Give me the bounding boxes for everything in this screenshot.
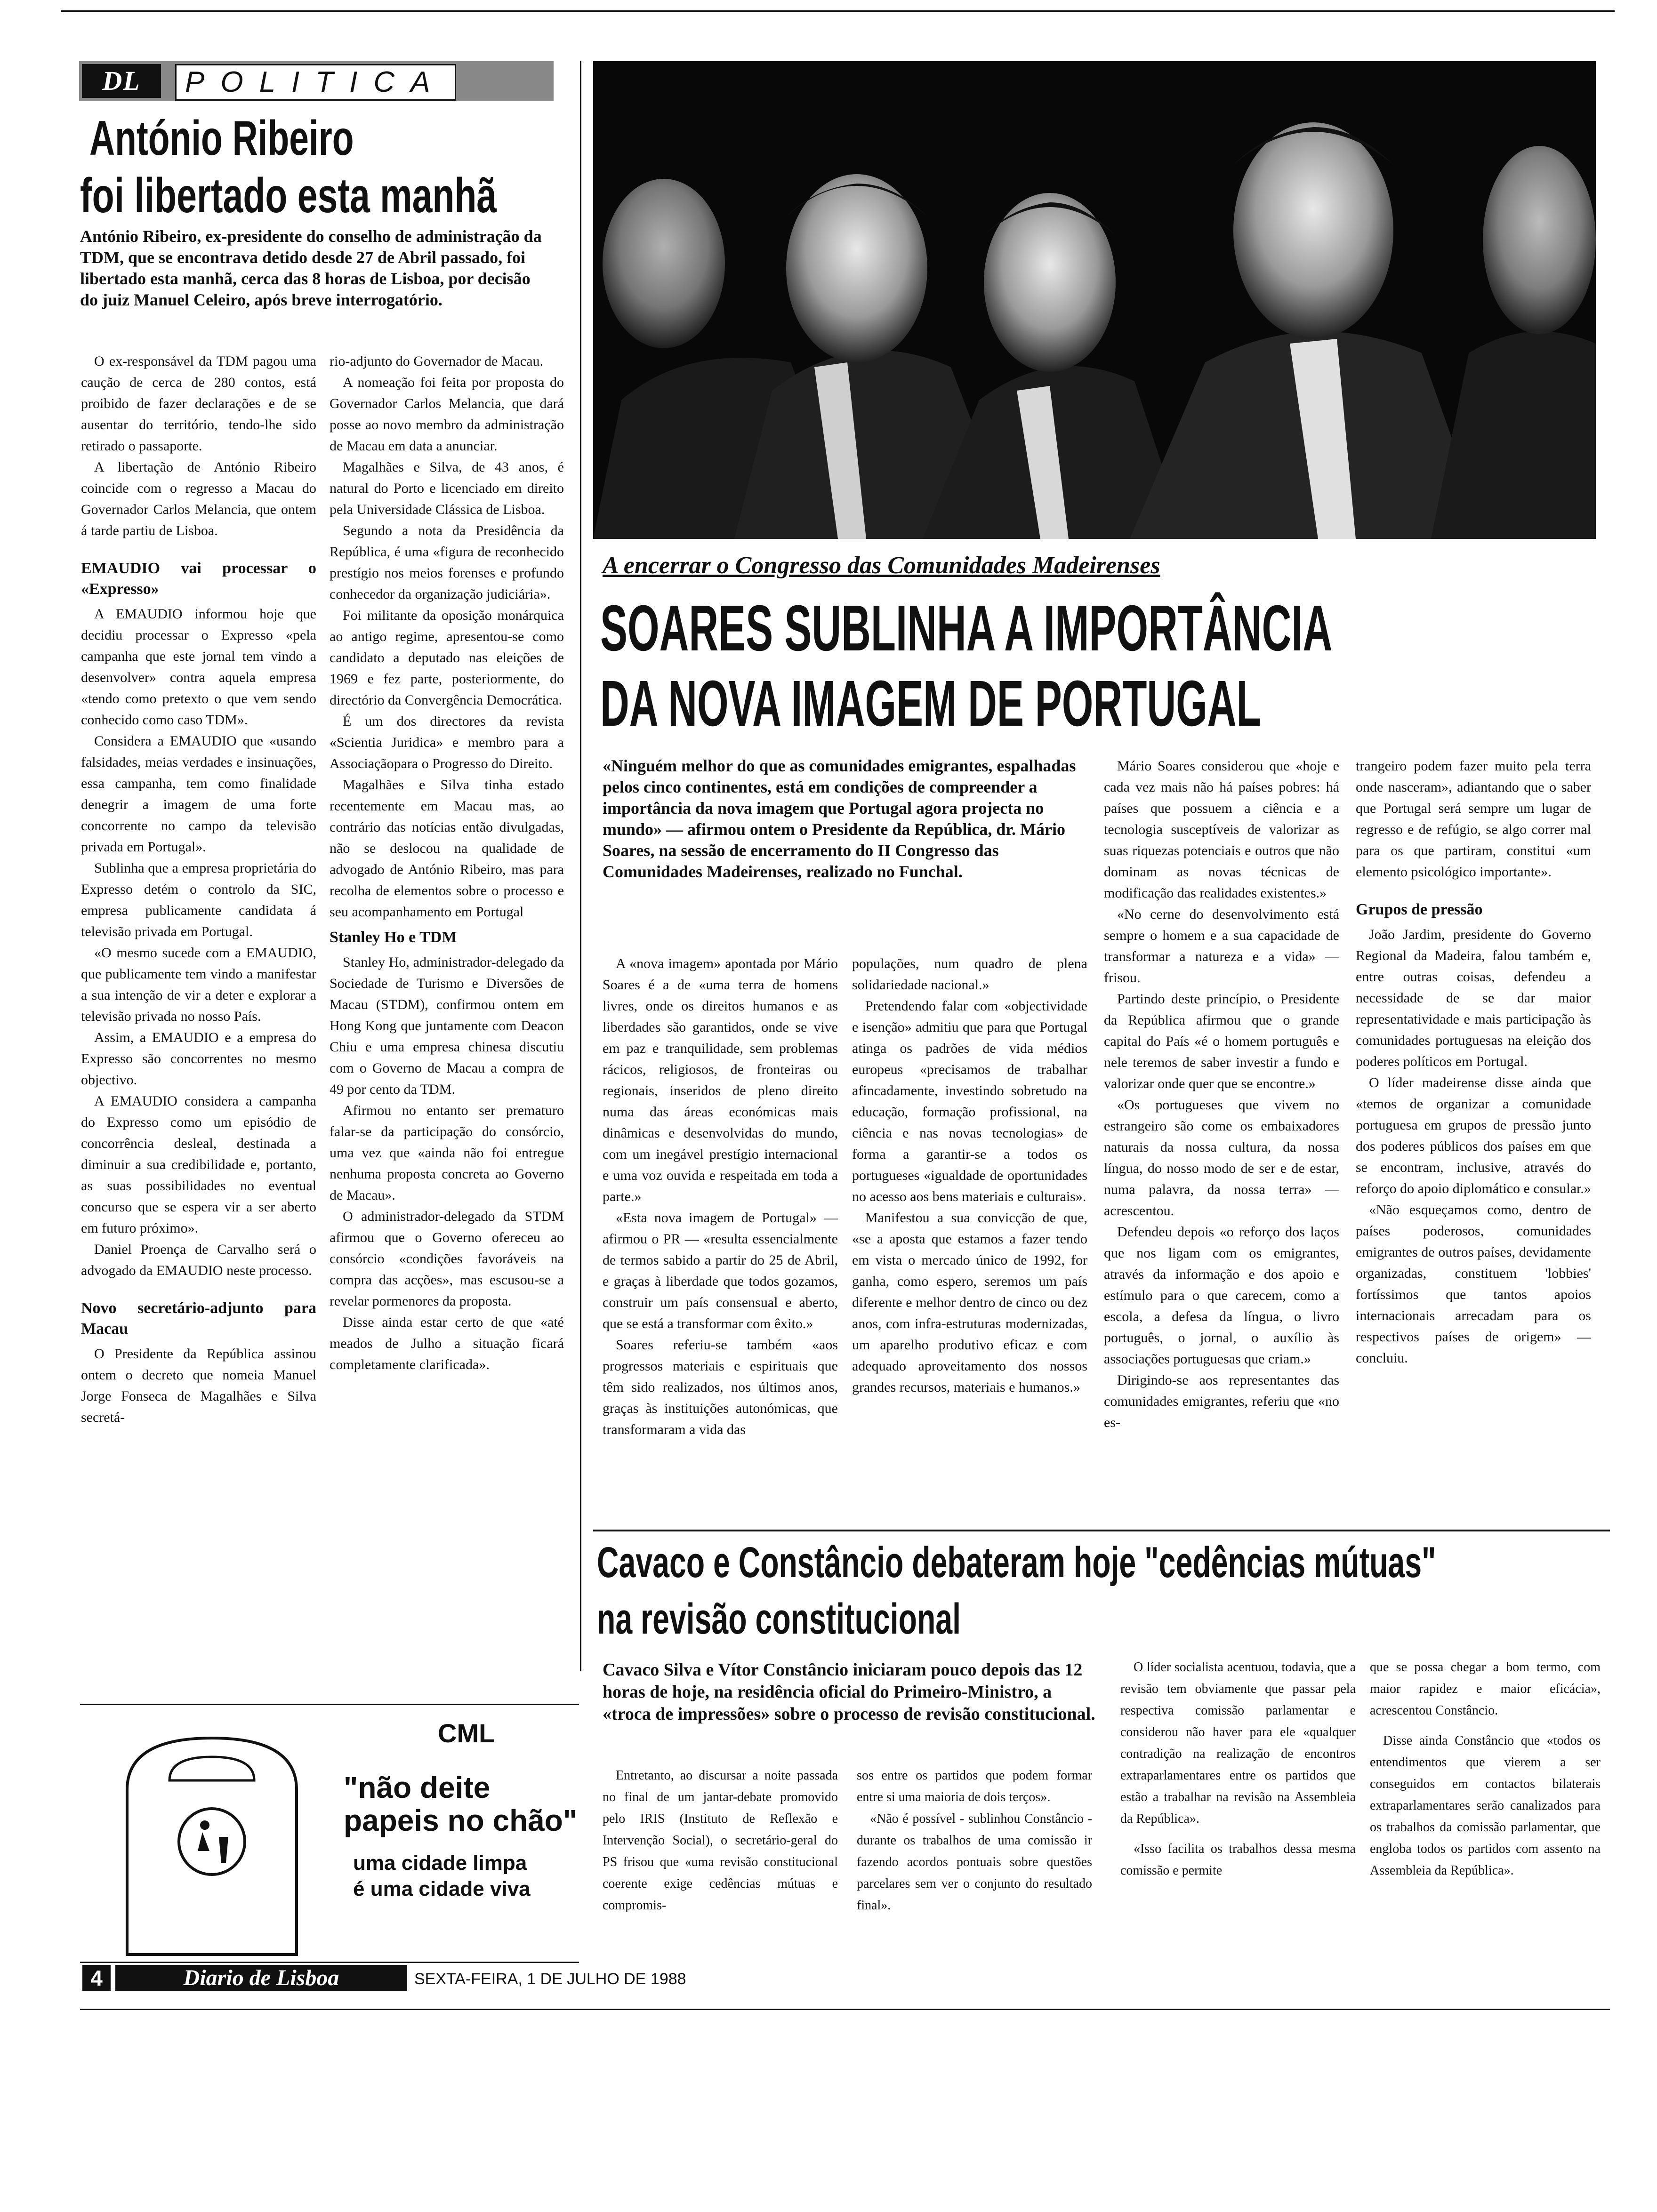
ribeiro-headline-line1: António Ribeiro: [89, 111, 354, 166]
soares-headline-line1: SOARES SUBLINHA A IMPORTÂNCIA: [600, 592, 1333, 665]
paragraph: «Os portugueses que vivem no estrangeiro são come os embaixadores naturais da nossa cultura, da nossa língua, do nosso modo de ser e de estar, numa palavra, da nossa terra» — acrescentou.: [1104, 1097, 1339, 1218]
photo-figures: [593, 61, 1596, 539]
cml-tagline-line1: uma cidade limpa: [353, 1851, 527, 1875]
paragraph: «Não é possível - sublinhou Constâncio - durante os trabalhos de uma comissão ir fazendo acordos pontuais sobre questões parcelares sem ver o conjunto do resultado final».: [857, 1811, 1092, 1913]
soares-lead: «Ninguém melhor do que as comunidades emigrantes, espalhadas pelos cinco continentes, está em condições de compreender a importância da nova imagem que Portugal agora projecta no mundo» — afirmou ontem o Presidente da República, dr. Mário Soares, na sessão de encerramento do II Congresso das Comunidades Madeirenses, realizado no Funchal.: [603, 756, 1076, 881]
paragraph: Dirigindo-se aos representantes das comunidades emigrantes, referiu que «no es-: [1104, 1372, 1339, 1430]
paragraph: A libertação de António Ribeiro coincide com o regresso a Macau do Governador Carlos Melancia, que ontem á tarde partiu de Lisboa.: [81, 459, 316, 538]
cavaco-column-c: [1120, 1657, 1356, 1882]
cavaco-headline-line2: na revisão constitucional: [597, 1595, 961, 1643]
paragraph: «O mesmo sucede com a EMAUDIO, que publicamente tem vindo a manifestar a sua intenção de vir a deter e explorar a televisão privada no nosso País.: [81, 945, 316, 1024]
paragraph: O ex-responsável da TDM pagou uma caução de cerca de 280 contos, está proibido de fazer declarações e de se ausentar do território, tendo-lhe sido retirado o passaporte.: [81, 353, 316, 454]
paragraph: Sublinha que a empresa proprietária do Expresso detém o controlo da SIC, empresa publicamente candidata á televisão privada em Portugal.: [81, 860, 316, 939]
ribeiro-column-1: [81, 351, 316, 1428]
cml-advertisement: [80, 1704, 579, 1963]
paragraph: Disse ainda Constâncio que «todos os entendimentos que vierem a ser conseguidos em contactos bilaterais extraparlamentares serão canalizados para os trabalhos da comissão parlamentar, que engloba todos os partidos com assento na Assembleia da República».: [1370, 1733, 1601, 1878]
paragraph: rio-adjunto do Governador de Macau.: [330, 353, 544, 369]
paragraph: Assim, a EMAUDIO e a empresa do Expresso são concorrentes no mesmo objectivo.: [81, 1030, 316, 1088]
paragraph: «No cerne do desenvolvimento está sempre o homem e a sua capacidade de transformar a natureza e a vida» — frisou.: [1104, 906, 1339, 986]
column-divider: [580, 61, 581, 1671]
paragraph: O líder socialista acentuou, todavia, que a revisão tem obviamente que passar pela respectiva comissão parlamentar e considerou não haver para ele «qualquer contradição na realização de encontros extraparlamentares entre os partidos que estão a trabalhar na revisão na Assembleia da República».: [1120, 1660, 1356, 1826]
paragraph: O líder madeirense disse ainda que «temos de organizar a comunidade portuguesa em grupos de pressão junto dos poderes públicos dos países em que se encontram, inclusive, através do reforço do apoio diplomático e consular.»: [1356, 1075, 1591, 1196]
soares-kicker: A encerrar o Congresso das Comunidades Madeirenses: [603, 552, 1160, 579]
paragraph: Entretanto, ao discursar a noite passada no final de um jantar-debate promovido pelo IRIS (Instituto de Reflexão e Intervenção Social), o secretário-geral do PS frisou que «uma revisão constitucional coerente exige cedências mútuas e compromis-: [603, 1768, 838, 1913]
paragraph: trangeiro podem fazer muito pela terra onde nasceram», adiantando que o saber que Portugal será sempre um lugar de regresso e de refúgio, se algo correr mal para os que partiram, constitui «um elemento psicológico importante».: [1356, 758, 1591, 880]
section-rule: [593, 1530, 1610, 1531]
cavaco-column-b: [857, 1765, 1092, 1916]
cml-slogan-line1: "não deite: [344, 1771, 491, 1804]
paragraph: Foi militante da oposição monárquica ao antigo regime, apresentou-se como candidato a deputado nas eleições de 1969 e fez parte, posteriormente, do directório da Convergência Democrática.: [330, 608, 564, 708]
paragraph: Magalhães e Silva tinha estado recentemente em Macau mas, ao contrário das notícias então divulgadas, não se deslocou na qualidade de advogado de António Ribeiro, mas para recolha de elementos sobre o processo e seu acompanhamento em Portugal: [330, 777, 564, 920]
paragraph: Manifestou a sua convicção de que, «se a aposta que estamos a fazer tendo em vista o mercado único de 1992, for ganha, como espero, seremos um país diferente e melhor dentro de cinco ou dez anos, com infra-estruturas modernizadas, um aparelho produtivo eficaz e com adequado aproveitamento dos nossos grandes recursos, materiais e humanos.»: [852, 1210, 1087, 1395]
soares-column-b: [852, 953, 1087, 1398]
paragraph: Magalhães e Silva, de 43 anos, é natural do Porto e licenciado em direito pela Universidade Clássica de Lisboa.: [330, 459, 564, 517]
cml-tagline-line2: é uma cidade viva: [353, 1877, 531, 1900]
paragraph: «Esta nova imagem de Portugal» — afirmou o PR — «resulta essencialmente de termos sabido a partir do 25 de Abril, e graças à liberdade que todos gozamos, construir um país consensual e aberto, que se está a transformar com êxito.»: [603, 1210, 838, 1331]
paragraph: A nomeação foi feita por proposta do Governador Carlos Melancia, que dará posse ao novo membro da administração de Macau em data a anunciar.: [330, 375, 564, 454]
subhead-emaudio: EMAUDIO vai processar o «Expresso»: [81, 560, 316, 598]
congress-photo: [593, 61, 1596, 539]
paragraph: «Não esqueçamos como, dentro de países poderosos, comunidades emigrantes de outros países, devidamente organizadas, constituem 'lobbies' fortíssimos que tantos apoios internacionais arrecadam para os respectivos países de origem» — concluiu.: [1356, 1202, 1591, 1366]
paragraph: João Jardim, presidente do Governo Regional da Madeira, falou também e, entre outras coisas, defendeu a necessidade de se dar maior representatividade e mais participação às comunidades portuguesas na eleição dos poderes políticos em Portugal.: [1356, 927, 1591, 1069]
paragraph: Segundo a nota da Presidência da República, é uma «figura de reconhecido prestígio nos meios forenses e profundo conhecedor da organização judiciária».: [330, 523, 564, 602]
footer-page-number: 4: [82, 1965, 111, 1991]
soares-column-a: [603, 953, 838, 1440]
paragraph: Pretendendo falar com «objectividade e isenção» admitiu que para que Portugal atinga os padrões de vida médios europeus «precisamos de trabalhar afincadamente, investindo sobretudo na educação, formação profissional, na ciência e nas novas tecnologias» de forma a garantir-se a todos os portugueses «igualdade de oportunidades no acesso aos bens materiais e culturais».: [852, 998, 1087, 1204]
section-logo: DL: [82, 64, 161, 98]
paragraph: É um dos directores da revista «Scientia Juridica» e membro para a Associaçãopara o Progresso do Direito.: [330, 713, 564, 771]
soares-column-c: [1104, 755, 1339, 1433]
paragraph: Defendeu depois «o reforço dos laços que nos ligam com os emigrantes, através da informação e dos apoio e estímulo para o que carecem, como a escola, a defesa da língua, o livro português, o jornal, o auxílio às associações portuguesas que criam.»: [1104, 1224, 1339, 1367]
soares-headline-line2: DA NOVA IMAGEM DE PORTUGAL: [600, 667, 1261, 740]
litter-bin-icon: [113, 1733, 311, 1959]
cavaco-headline-line1: Cavaco e Constâncio debateram hoje "cedências mútuas": [597, 1539, 1436, 1587]
footer-paper-name: Diario de Lisboa: [115, 1965, 407, 1991]
subhead-secretario: Novo secretário-adjunto para Macau: [81, 1299, 316, 1338]
paragraph: O Presidente da República assinou ontem o decreto que nomeia Manuel Jorge Fonseca de Magalhães e Silva secretá-: [81, 1346, 316, 1425]
paragraph: Disse ainda estar certo de que «até meados de Julho a situação ficará completamente clarificada».: [330, 1314, 564, 1372]
ribeiro-lead: António Ribeiro, ex-presidente do conselho de administração da TDM, que se encontrava detido desde 27 de Abril passado, foi libertado esta manhã, cerca das 8 horas de Lisboa, por decisão do juiz Manuel Celeiro, após breve interrogatório.: [80, 227, 542, 309]
paragraph: Soares referiu-se também «aos progressos materiais e espirituais que têm sido realizados, nos últimos anos, graças às instituições autonómicas, que transformaram a vida das: [603, 1337, 838, 1437]
paragraph: Mário Soares considerou que «hoje e cada vez mais não há países pobres: há países que possuem a ciência e a tecnologia susceptíveis de valorizar as suas riquezas potenciais e outros que não dominam as novas técnicas de modificação das realidades existentes.»: [1104, 758, 1339, 901]
paragraph: A EMAUDIO informou hoje que decidiu processar o Expresso «pela campanha que este jornal tem vindo a desenvolver» contra aquela empresa «tendo como pretexto o que vem sendo conhecido como caso TDM».: [81, 606, 316, 728]
paragraph: Daniel Proença de Carvalho será o advogado da EMAUDIO neste processo.: [81, 1242, 316, 1278]
paragraph: Considera a EMAUDIO que «usando falsidades, meias verdades e insinuações, essa campanha, tem como finalidade denegrir a imagem de uma forte concorrente no campo da televisão privada em Portugal».: [81, 733, 316, 855]
paragraph: Stanley Ho, administrador-delegado da Sociedade de Turismo e Diversões de Macau (STDM), confirmou ontem em Hong Kong que juntamente com Deacon Chiu e uma empresa chinesa discutiu com o Governo de Macau a compra de 49 por cento da TDM.: [330, 954, 564, 1097]
cml-slogan-line2: papeis no chão": [344, 1803, 578, 1837]
footer-date: SEXTA-FEIRA, 1 DE JULHO DE 1988: [414, 1970, 686, 1988]
section-label: POLITICA: [175, 64, 456, 101]
cavaco-column-d: [1370, 1657, 1601, 1882]
cavaco-lead: Cavaco Silva e Vítor Constâncio iniciaram pouco depois das 12 horas de hoje, na residência oficial do Primeiro-Ministro, a «troca de impressões» sobre o processo de revisão constitucional.: [603, 1660, 1095, 1724]
subhead-grupos-pressao: Grupos de pressão: [1356, 901, 1483, 918]
top-rule: [61, 10, 1615, 12]
subhead-stanley-ho: Stanley Ho e TDM: [330, 929, 457, 946]
paragraph: sos entre os partidos que podem formar entre si uma maioria de dois terços».: [857, 1768, 1092, 1804]
cavaco-column-a: [603, 1765, 838, 1916]
paragraph: A EMAUDIO considera a campanha do Expresso como um episódio de concorrência desleal, destinada a diminuir a sua credibilidade e, portanto, as suas possibilidades no eventual concurso que se espera vir a ser aberto em futuro próximo».: [81, 1093, 316, 1236]
paragraph: A «nova imagem» apontada por Mário Soares é a de «uma terra de homens livres, onde os direitos humanos e as liberdades são garantidos, onde se vive em paz e tranquilidade, sem problemas rácicos, religiosos, de fronteiras ou regionais, inseridos de pleno direito numa das áreas económicas mais dinâmicas e desenvolvidas do mundo, com um inegável prestígio internacional e uma voz ouvida e respeitada em toda a parte.»: [603, 956, 838, 1204]
paragraph: Partindo deste princípio, o Presidente da República afirmou que o grande capital do País «é o homem português e nele teremos de saber investir a fundo e valorizar onde quer que se encontre.»: [1104, 991, 1339, 1091]
paragraph: «Isso facilita os trabalhos dessa mesma comissão e permite: [1120, 1842, 1356, 1878]
paragraph: populações, num quadro de plena solidariedade nacional.»: [852, 956, 1087, 993]
paragraph: Afirmou no entanto ser prematuro falar-se da participação do consórcio, uma vez que «ainda não foi entregue nenhuma proposta concreta ao Governo de Macau».: [330, 1103, 564, 1203]
footer-rule: [80, 2009, 1610, 2010]
paragraph: O administrador-delegado da STDM afirmou que o Governo ofereceu ao consórcio «condições favoráveis na compra das acções», mas escusou-se a revelar pormenores da proposta.: [330, 1209, 564, 1309]
ribeiro-column-2: [330, 351, 564, 1375]
paragraph: que se possa chegar a bom termo, com maior rapidez e maior eficácia», acrescentou Constâncio.: [1370, 1660, 1601, 1718]
cml-brand: CML: [438, 1718, 495, 1748]
ribeiro-headline-line2: foi libertado esta manhã: [80, 168, 497, 223]
soares-column-d: [1356, 755, 1591, 1369]
